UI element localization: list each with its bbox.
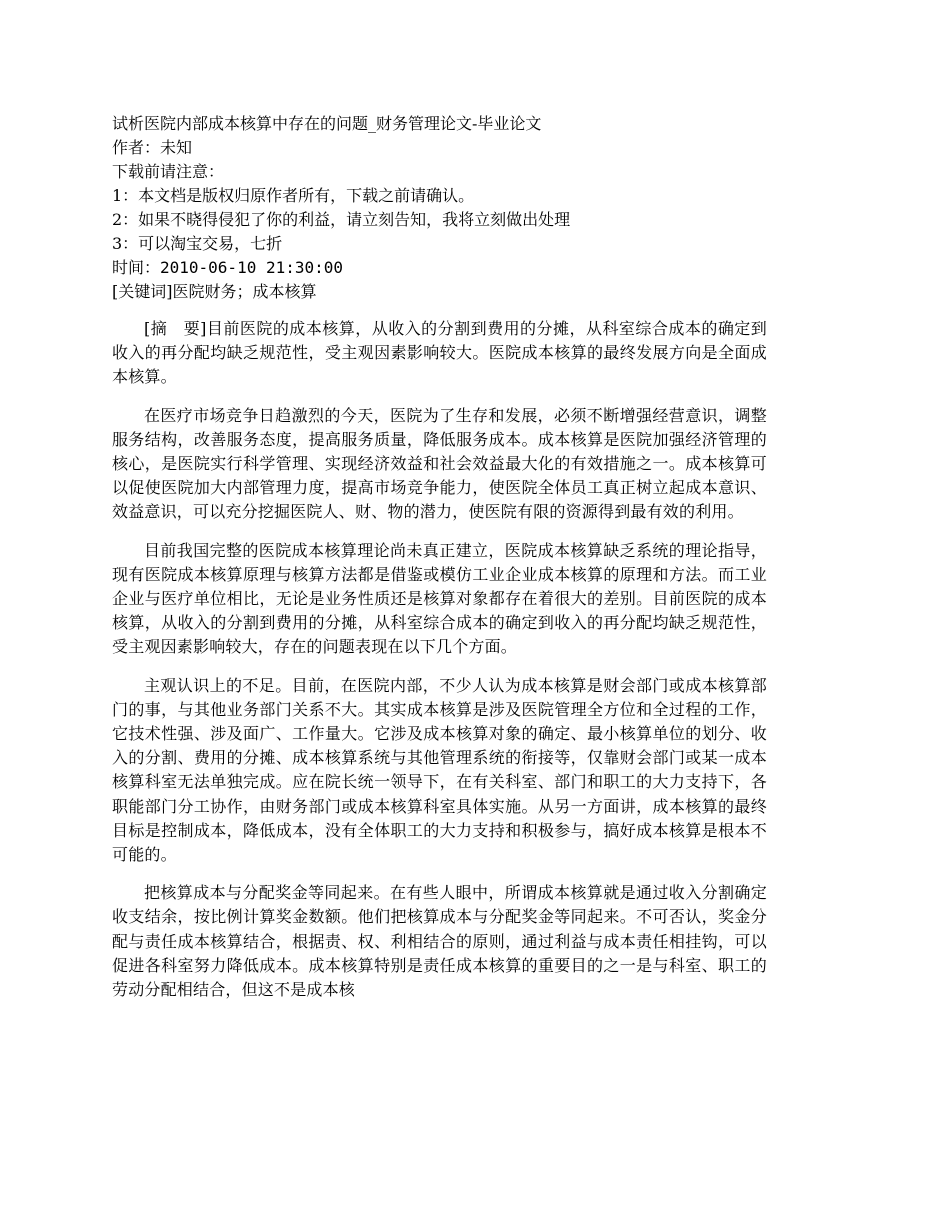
keywords-line: [关键词]医院财务；成本核算 xyxy=(112,282,317,301)
article-body xyxy=(112,317,767,1002)
body-paragraph: 主观认识上的不足。目前，在医院内部，不少人认为成本核算是财会部门或成本核算部门的事，与其他业务部门关系不大。其实成本核算是涉及医院管理全方位和全过程的工作，它技术性强、涉及面广、工作量大。它涉及成本核算对象的确定、最小核算单位的划分、收入的分割、费用的分摊、成本核算系统与其他管理系统的衔接等，仅靠财会部门或某一成本核算科室无法单独完成。应在院长统一领导下，在有关科室、部门和职工的大力支持下，各职能部门分工协作，由财务部门或成本核算科室具体实施。从另一方面讲，成本核算的最终目标是控制成本，降低成本，没有全体职工的大力支持和积极参与，搞好成本核算是根本不可能的。 xyxy=(112,675,767,865)
notice-item-3: 3：可以淘宝交易，七折 xyxy=(112,234,283,253)
timestamp-line: 时间：2010-06-10 21:30:00 xyxy=(112,258,344,277)
document-title: 试析医院内部成本核算中存在的问题_财务管理论文-毕业论文 xyxy=(112,114,542,133)
abstract-paragraph: [摘 要]目前医院的成本核算，从收入的分割到费用的分摊，从科室综合成本的确定到收入的再分配均缺乏规范性，受主观因素影响较大。医院成本核算的最终发展方向是全面成本核算。 xyxy=(112,319,767,387)
notice-heading: 下载前请注意： xyxy=(112,162,225,181)
author-line: 作者：未知 xyxy=(112,138,193,157)
notice-item-1: 1：本文档是版权归原作者所有，下载之前请确认。 xyxy=(112,186,475,205)
body-paragraph: 把核算成本与分配奖金等同起来。在有些人眼中，所谓成本核算就是通过收入分割确定收支结余，按比例计算奖金数额。他们把核算成本与分配奖金等同起来。不可否认，奖金分配与责任成本核算结合，根据责、权、利相结合的原则，通过利益与成本责任相挂钩，可以促进各科室努力降低成本。成本核算特别是责任成本核算的重要目的之一是与科室、职工的劳动分配相结合，但这不是成本核 xyxy=(112,883,767,1000)
notice-item-2: 2：如果不晓得侵犯了你的利益，请立刻告知，我将立刻做出处理 xyxy=(112,210,571,229)
body-paragraph: 在医疗市场竞争日趋激烈的今天，医院为了生存和发展，必须不断增强经营意识，调整服务结构，改善服务态度，提高服务质量，降低服务成本。成本核算是医院加强经济管理的核心，是医院实行科学管理、实现经济效益和社会效益最大化的有效措施之一。成本核算可以促使医院加大内部管理力度，提高市场竞争能力，使医院全体员工真正树立起成本意识、效益意识，可以充分挖掘医院人、财、物的潜力，使医院有限的资源得到最有效的利用。 xyxy=(112,405,767,522)
document-page xyxy=(112,112,767,1016)
body-paragraph: 目前我国完整的医院成本核算理论尚未真正建立，医院成本核算缺乏系统的理论指导，现有医院成本核算原理与核算方法都是借鉴或模仿工业企业成本核算的原理和方法。而工业企业与医疗单位相比，无论是业务性质还是核算对象都存在着很大的差别。目前医院的成本核算，从收入的分割到费用的分摊，从科室综合成本的确定到收入的再分配均缺乏规范性，受主观因素影响较大，存在的问题表现在以下几个方面。 xyxy=(112,540,767,657)
